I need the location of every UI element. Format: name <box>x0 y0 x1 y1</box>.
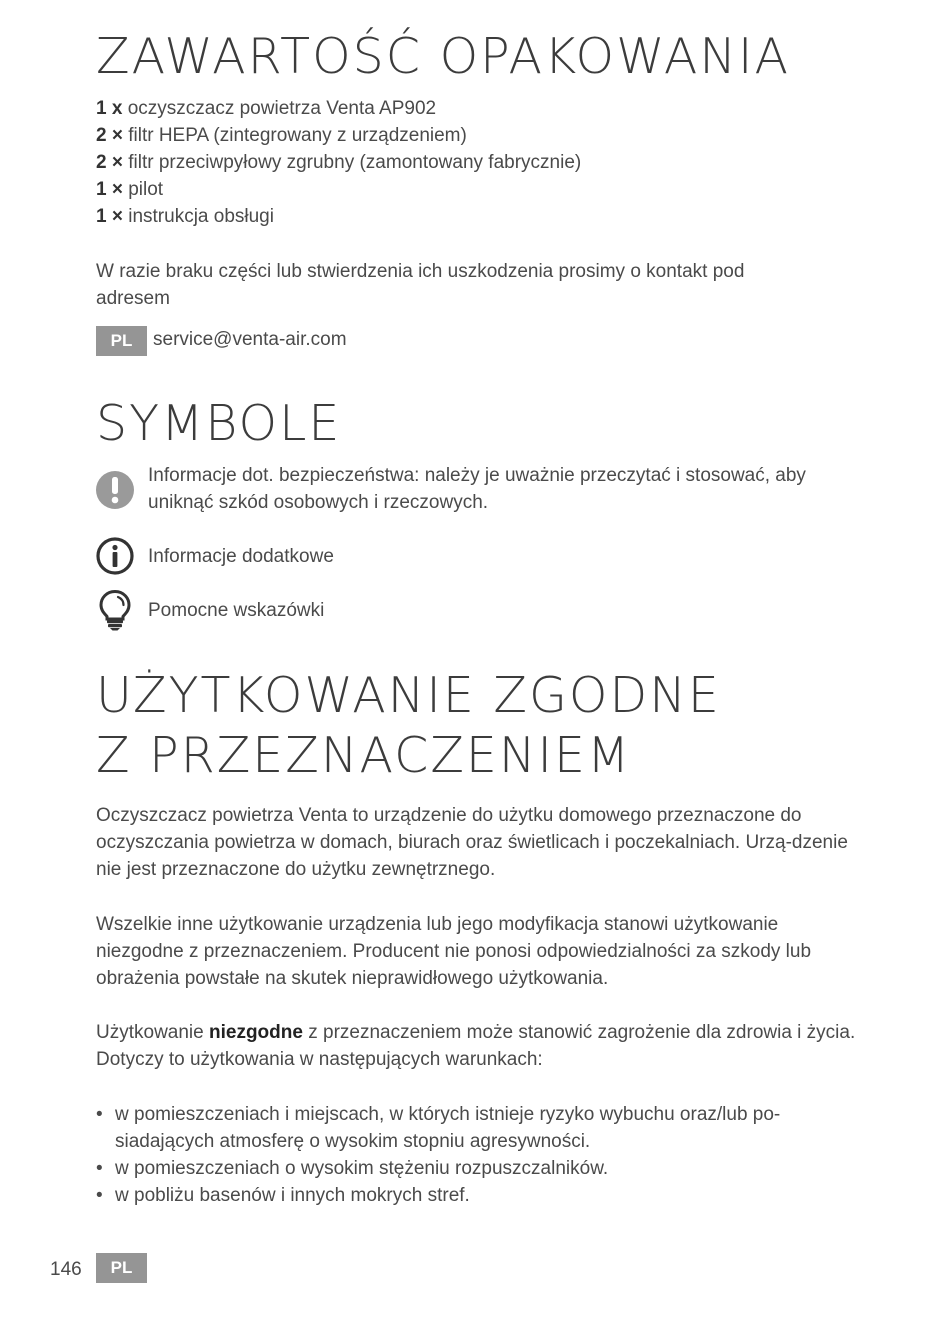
item-text: filtr HEPA (zintegrowany z urządzeniem) <box>122 125 467 146</box>
item-quantity: 2 × <box>96 125 123 146</box>
item-quantity: 1 x <box>96 98 123 119</box>
intended-use-heading-line1: UŻYTKOWANIE ZGODNE <box>96 667 721 724</box>
paragraph <box>96 802 866 883</box>
item-text: filtr przeciwpyłowy zgrubny (zamontowany fabrycznie) <box>122 152 582 173</box>
symbol-description-safety: Informacje dot. bezpieczeństwa: należy je uważnie przeczytać i stosować, aby uniknąć szkód osobowych i rzeczowych. <box>148 465 806 513</box>
missing-parts-note: W razie braku części lub stwierdzenia ich uszkodzenia prosimy o kontakt pod adresem <box>96 261 745 309</box>
lightbulb-icon <box>96 589 134 631</box>
list-item <box>96 203 581 230</box>
warning-icon <box>96 469 134 511</box>
contact-row <box>96 326 347 356</box>
paragraph <box>96 1019 866 1073</box>
item-quantity: 2 × <box>96 152 123 173</box>
list-item: • w pomieszczeniach o wysokim stężeniu rozpuszczalników. <box>96 1155 866 1182</box>
service-email-link[interactable]: service@venta-air.com <box>153 328 347 350</box>
language-badge: PL <box>96 1253 147 1283</box>
conditions-list <box>96 1101 866 1209</box>
contents-list <box>96 95 581 230</box>
text-run: Użytkowanie <box>96 1022 209 1043</box>
list-item <box>96 95 581 122</box>
item-text: oczyszczacz powietrza Venta AP902 <box>122 98 437 119</box>
item-text: pilot <box>122 179 164 200</box>
paragraph <box>96 911 866 992</box>
intended-use-heading <box>96 666 721 786</box>
emphasis-text: niezgodne <box>209 1022 303 1043</box>
page-number: 146 <box>50 1259 82 1280</box>
symbol-description-info: Informacje dodatkowe <box>148 546 334 567</box>
item-text: instrukcja obsługi <box>122 206 274 227</box>
intended-use-heading-line2: Z PRZEZNACZENIEM <box>96 727 632 784</box>
item-quantity: 1 × <box>96 206 123 227</box>
list-item <box>96 122 581 149</box>
info-icon <box>96 535 134 577</box>
list-item: • w pomieszczeniach i miejscach, w których istnieje ryzyko wybuchu oraz/lub po-siadających atmosferę o wysokim stopniu agresywności. <box>96 1101 866 1155</box>
list-item: • w pobliżu basenów i innych mokrych stref. <box>96 1182 866 1209</box>
symbols-heading: SYMBOLE <box>96 395 342 452</box>
paragraph-text: Wszelkie inne użytkowanie urządzenia lub jego modyfikacja stanowi użytkowanie niezgodne z przeznaczeniem. Producent nie ponosi odpowiedzialności za szkody lub obrażenia powstałe na skutek nieprawidłowego użytkowania. <box>96 914 812 989</box>
country-badge: PL <box>96 326 147 356</box>
list-item <box>96 176 581 203</box>
text-run: z przeznaczeniem może stanowić zagrożenie dla zdrowia i życia. Dotyczy to użytkowania w następujących warunkach: <box>96 1022 856 1070</box>
contents-heading: ZAWARTOŚĆ OPAKOWANIA <box>96 28 791 85</box>
symbol-description-tips: Pomocne wskazówki <box>148 600 325 621</box>
paragraph-text <box>96 1019 866 1073</box>
list-item <box>96 149 581 176</box>
paragraph-text: Oczyszczacz powietrza Venta to urządzenie do użytku domowego przeznaczone do oczyszczania powietrza w domach, biurach oraz świetlicach i poczekalniach. Urzą-dzenie nie jest przeznaczone do użytku zewnętrznego. <box>96 805 848 880</box>
item-quantity: 1 × <box>96 179 123 200</box>
